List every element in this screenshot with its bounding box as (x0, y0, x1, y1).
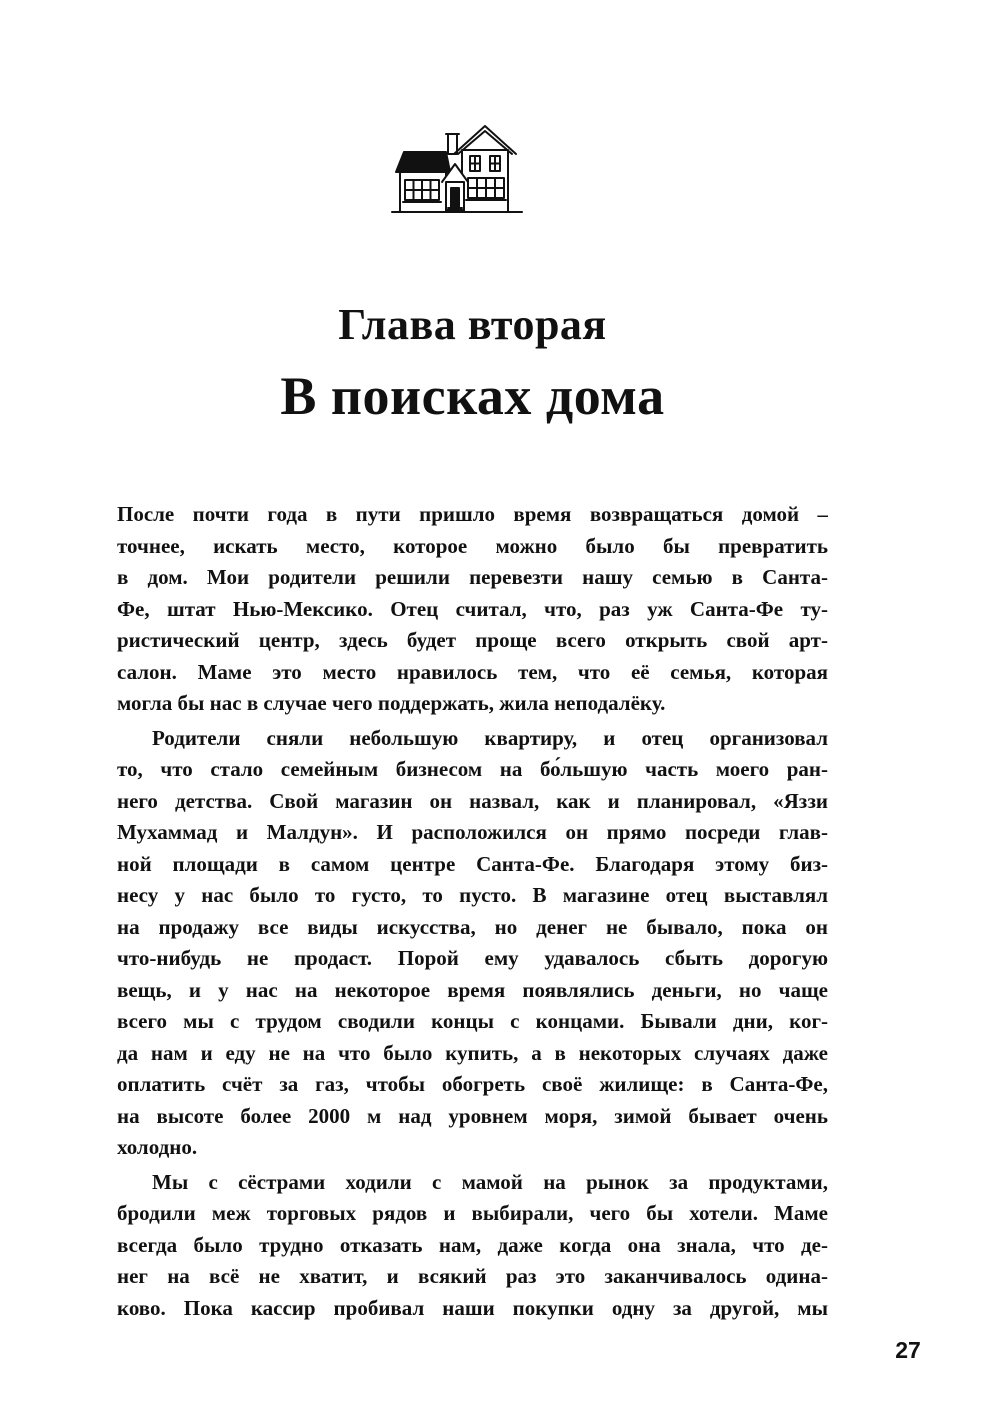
text-line: ной площади в самом центре Санта-Фе. Благодаря этому биз- (117, 851, 828, 876)
text-line: то, что стало семейным бизнесом на бо́льшую часть моего ран- (117, 757, 828, 781)
text-line: в дом. Мои родители решили перевезти нашу семью в Санта- (117, 565, 828, 589)
text-line: ристический центр, здесь будет проще всего открыть свой арт- (117, 628, 828, 652)
body-text (117, 499, 828, 1324)
text-line: могла бы нас в случае чего поддержать, жила неподалёку. (117, 691, 666, 715)
paragraph (117, 723, 828, 1164)
text-line: Мухаммад и Малдун». И расположился он прямо посреди глав- (117, 820, 828, 844)
text-line: бродили меж торговых рядов и выбирали, чего бы хотели. Маме (117, 1201, 828, 1225)
chapter-title: В поисках дома (280, 366, 665, 426)
text-line: всегда было трудно отказать нам, даже когда она знала, что де- (117, 1232, 828, 1257)
text-line: салон. Маме это место нравилось тем, что её семья, которая (117, 659, 828, 684)
text-line: на продажу все виды искусства, но денег не бывало, пока он (117, 914, 828, 939)
house-illustration (390, 120, 525, 220)
text-line: него детства. Свой магазин он назвал, как и планировал, «Яззи (117, 788, 828, 813)
text-line: на высоте более 2000 м над уровнем моря, зимой бывает очень (117, 1103, 828, 1128)
text-line: После почти года в пути пришло время возвращаться домой – (117, 502, 828, 526)
paragraph (117, 1167, 828, 1325)
text-line: что-нибудь не продаст. Порой ему удавалось сбыть дорогую (117, 946, 828, 970)
page-number: 27 (895, 1337, 921, 1363)
text-line: ково. Пока кассир пробивал наши покупки одну за другой, мы (117, 1295, 828, 1320)
text-line: вещь, и у нас на некоторое время появлялись деньги, но чаще (117, 977, 828, 1002)
text-line: да нам и еду не на что было купить, а в некоторых случаях даже (117, 1040, 828, 1065)
text-line: нег на всё не хватит, и всякий раз это заканчивалось одина- (117, 1264, 828, 1288)
paragraph (117, 499, 828, 720)
text-line: несу у нас было то густо, то пусто. В магазине отец выставлял (117, 883, 828, 907)
text-line: оплатить счёт за газ, чтобы обогреть своё жилище: в Санта-Фе, (117, 1072, 828, 1096)
chapter-label: Глава вторая (338, 300, 607, 349)
text-line: всего мы с трудом сводили концы с концами. Бывали дни, ког- (117, 1009, 828, 1033)
text-line: точнее, искать место, которое можно было бы превратить (117, 533, 828, 558)
text-line: Родители сняли небольшую квартиру, и отец организовал (152, 725, 828, 750)
text-line: холодно. (117, 1135, 198, 1159)
text-line: Фе, штат Нью-Мексико. Отец считал, что, раз уж Санта-Фе ту- (117, 596, 828, 621)
house-icon (390, 120, 525, 220)
text-line: Мы с сёстрами ходили с мамой на рынок за продуктами, (152, 1169, 828, 1194)
